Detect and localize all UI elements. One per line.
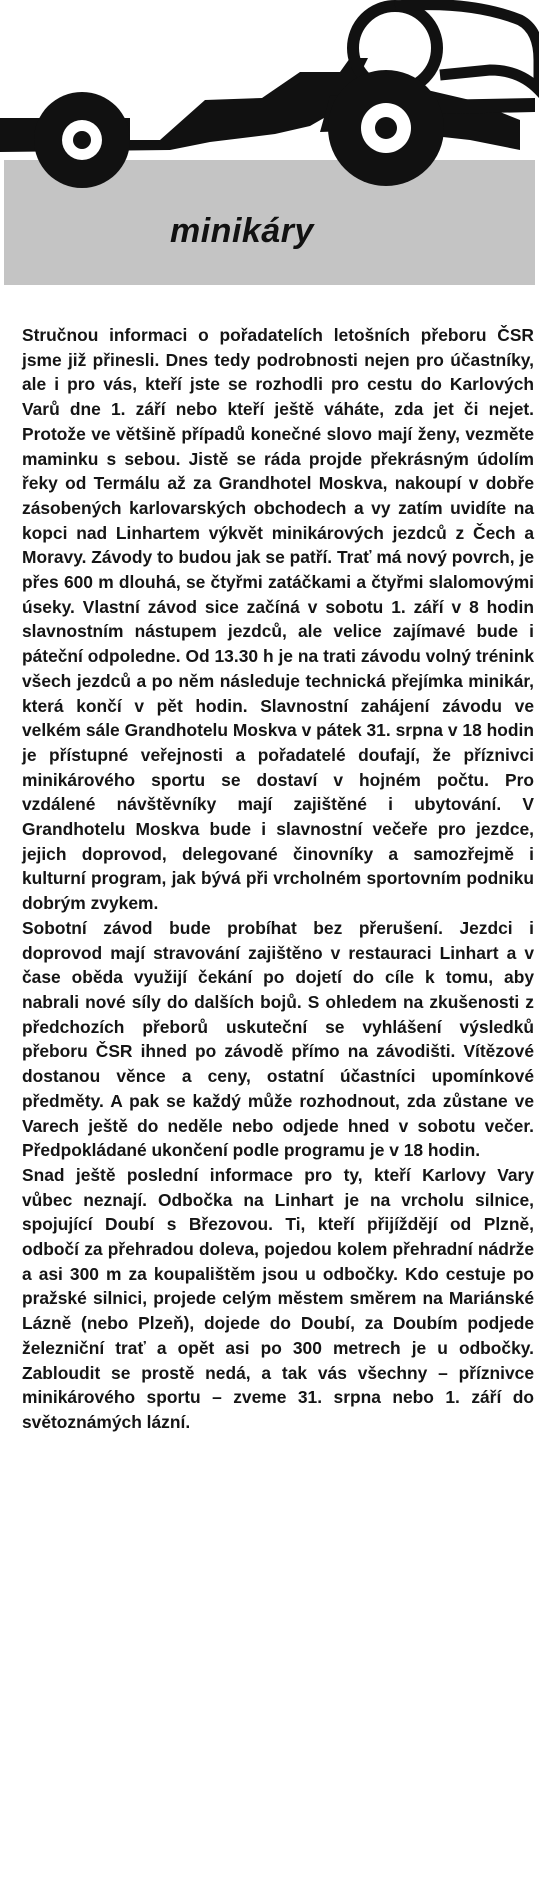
section-header bbox=[0, 0, 539, 290]
section-title: minikáry bbox=[170, 212, 314, 250]
article-paragraph-2: Sobotní závod bude probíhat bez přerušení. Jezdci i doprovod mají stravování zajištěno v restauraci Linhart a v čase oběda využijí čekání po dojetí do cíle k tomu, aby nabrali nové síly do dalších bojů. S ohledem na zkušenosti z předchozích přeborů uskuteční se vyhlášení výsledků přeboru ČSR ihned po závodě přímo na závodišti. Vítězové dostanou věnce a ceny, ostatní účastníci upomínkové předměty. A pak se každý může rozhodnout, zda zůstane ve Varech ještě do neděle nebo odjede hned v sobotu večer. Předpokládané ukončení podle programu je v 18 hodin. bbox=[22, 917, 534, 1161]
article-paragraph-1: Stručnou informaci o pořadatelích letošních přeboru ČSR jsme již přinesli. Dnes tedy podrobnosti nejen pro účastníky, ale i pro vás, kteří jste se rozhodli pro cestu do Karlových Varů dne 1. září nebo kteří ještě váháte, zda jet či nejet. Protože ve většině případů konečné slovo mají ženy, vezměte maminku s sebou. Jistě se ráda projde překrásným údolím řeky od Termálu až za Grandhotel Moskva, nakoupí v dobře zásobených karlovarských obchodech a vy zatím uvidíte na kopci nad Linhartem výkvět minikárových jezdců z Čech a Moravy. Závody to budou jak se patří. Trať má nový povrch, je přes 600 m dlouhá, se čtyřmi zatáčkami a čtyřmi slalomovými úseky. Vlastní závod sice začíná v sobotu 1. září v 8 hodin slavnostním nástupem jezdců, ale velice zajímavé bude i páteční odpoledne. Od 13.30 h je na trati závodu volný trénink všech jezdců a po něm následuje technická přejímka minikár, která končí v pět hodin. Slavnostní zahájení závodu ve velkém sále Grandhotelu Moskva v pátek 31. srpna v 18 hodin je přístupné veřejnosti a pořadatelé doufají, že příznivci minikárového sportu se dostaví v hojném počtu. Pro vzdálené návštěvníky mají zajištěné i ubytování. V Grandhotelu Moskva bude i slavnostní večeře pro jezdce, jejich doprovod, delegované činovníky a samozřejmě i kulturní program, jak bývá při vrcholném sportovním podniku dobrým zvykem. bbox=[22, 325, 534, 914]
article-paragraph-3: Snad ještě poslední informace pro ty, kteří Karlovy Vary vůbec neznají. Odbočka na Linhart je na vrcholu silnice, spojující Doubí s Březovou. Ti, kteří přijíždějí od Plzně, odbočí za přehradou doleva, pojedou kolem přehradní nádrže a asi 300 m za koupalištěm jsou u odbočky. Kdo cestuje po pražské silnici, projede celým městem směrem na Mariánské Lázně (nebo Plzeň), dojede do Doubí, za Doubím podjede železniční trať a opět asi po 300 metrech je u odbočky. Zabloudit se prostě nedá, a tak vás všechny – příznivce minikárového sportu – zveme 31. srpna nebo 1. září do světoznámých lázní. bbox=[22, 1164, 534, 1432]
article-body bbox=[22, 323, 534, 1435]
